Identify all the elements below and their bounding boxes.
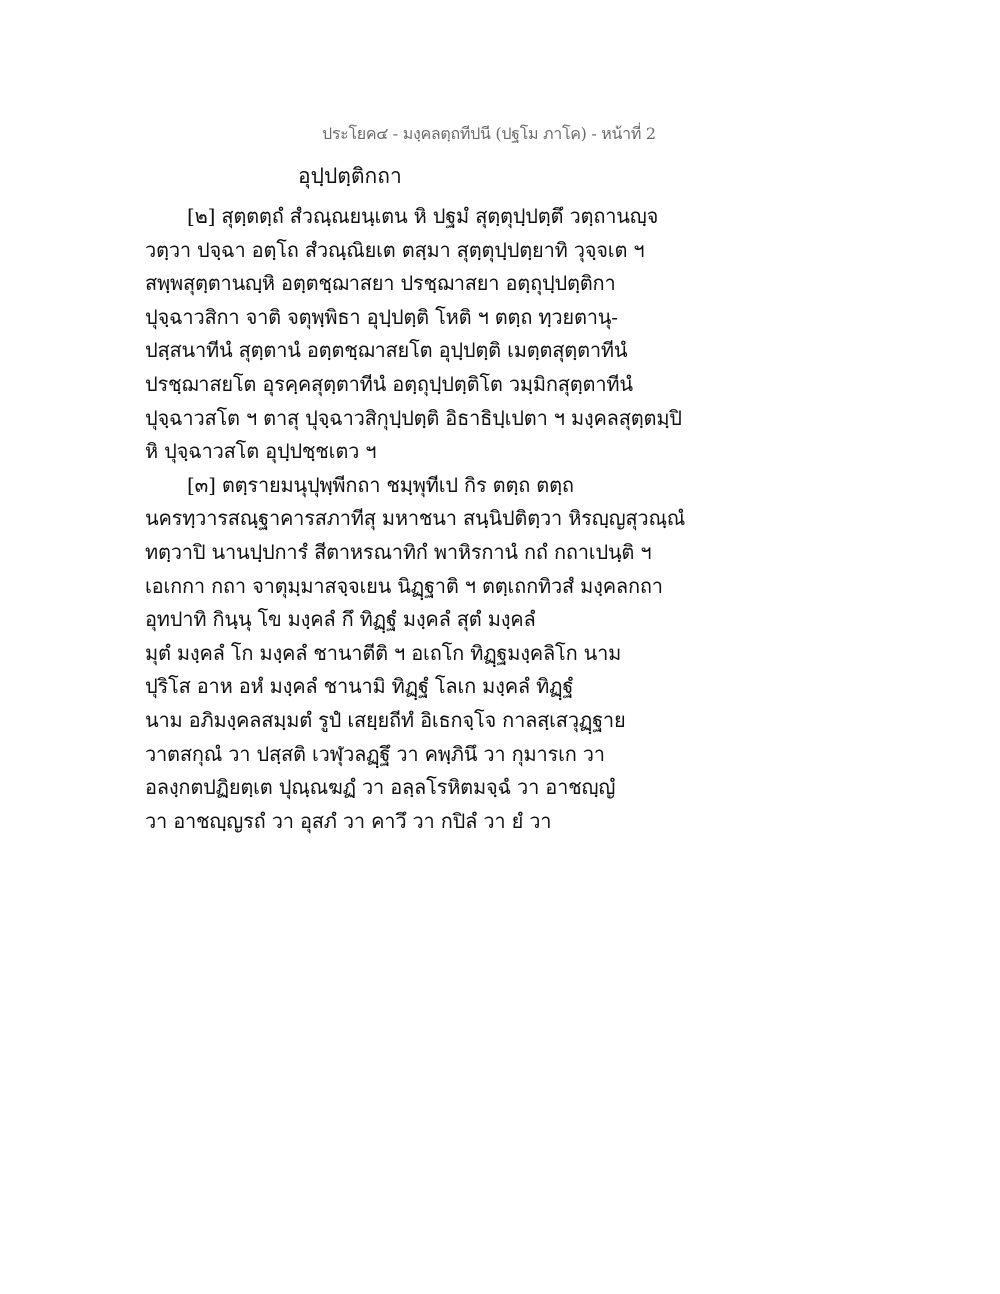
body-text — [145, 200, 690, 838]
text-line: หิ ปุจฺฉาวสโต อุปฺปชฺชเตว ฯ — [145, 439, 377, 464]
text-line: อลงฺกตปฏิยตฺเต ปุณฺณฆฏํ วา อลฺลโรหิตมจฺฉํ วา อาชญฺญํ — [145, 775, 616, 800]
text-line: มุตํ มงฺคลํ โก มงฺคลํ ชานาตีติ ฯ อเถโก ทิฏฺฐมงฺคลิโก นาม — [145, 640, 622, 665]
text-line: ทตฺวาปิ นานปฺปการํ สีตาหรณาทิกํ พาหิรกานํ กถํ กถาเปนฺติ ฯ — [145, 539, 652, 564]
paragraph — [145, 200, 690, 469]
text-line: วตฺวา ปจฺฉา อตฺโถ สํวณฺณิยเต ตสฺมา สุตฺตุปฺปตฺยาทิ วุจฺจเต ฯ — [145, 237, 645, 262]
paragraph — [145, 469, 690, 839]
running-header: ประโยค๔ - มงฺคลตฺถทีปนี (ปฐโม ภาโค) - หน้าที่ 2 — [322, 124, 656, 143]
text-line: [๓] ตตฺรายมนุปุพฺพีกถา ชมฺพุทีเป กิร ตตฺถ ตตฺถ — [187, 472, 574, 497]
text-line: อุทปาทิ กินฺนุ โข มงฺคลํ กึ ทิฏฺฐํ มงฺคลํ สุตํ มงฺคลํ — [145, 607, 536, 632]
text-line: วาตสกุณํ วา ปสฺสติ เวฬุวลฏฺฐึ วา คพฺภินึ วา กุมารเก วา — [145, 741, 605, 766]
section-title: อุปฺปตฺติกถา — [298, 164, 402, 188]
text-line: ปสฺสนาทีนํ สุตฺตานํ อตฺตชฺฌาสยโต อุปฺปตฺติ เมตฺตสุตฺตาทีนํ — [145, 338, 628, 363]
text-line: [๒] สุตฺตตฺถํ สํวณฺณยนฺเตน หิ ปฐมํ สุตฺตุปฺปตฺตึ วตฺถานญฺจ — [187, 204, 659, 228]
text-line: นาม อภิมงฺคลสมฺมตํ รูปํ เสยฺยถีทํ อิเธกจฺโจ กาลสฺเสวุฏฺฐาย — [145, 707, 626, 732]
text-line: ปรชฺฌาสยโต อุรคฺคสุตฺตาทีนํ อตฺถุปฺปตฺติโต วมฺมิกสุตฺตาทีนํ — [145, 371, 633, 396]
text-line: ปุริโส อาห อหํ มงฺคลํ ชานามิ ทิฏฺฐํ โลเก มงฺคลํ ทิฏฺฐํ — [145, 674, 574, 699]
text-line: ปุจฺฉาวสิกา จาติ จตุพฺพิธา อุปฺปตฺติ โหติ ฯ ตตฺถ ทฺวยตานุ- — [145, 304, 618, 329]
text-line: สพฺพสุตฺตานญฺหิ อตฺตชฺฌาสยา ปรชฺฌาสยา อตฺถุปฺปตฺติกา — [145, 271, 616, 296]
text-line: นครทฺวารสณฺฐาคารสภาทีสุ มหาชนา สนฺนิปติตฺวา หิรญฺญสุวณฺณํ — [145, 506, 686, 531]
text-line: วา อาชญฺญรถํ วา อุสภํ วา คาวึ วา กปิลํ วา ยํ วา — [145, 808, 552, 833]
text-line: ปุจฺฉาวสโต ฯ ตาสุ ปุจฺฉาวสิกุปฺปตฺติ อิธาธิปฺเปตา ฯ มงฺคลสุตฺตมฺปิ — [145, 405, 682, 430]
text-line: เอเกกา กถา จาตุมฺมาสจฺจเยน นิฏฺฐาติ ฯ ตตฺเถกทิวสํ มงฺคลกถา — [145, 573, 663, 598]
